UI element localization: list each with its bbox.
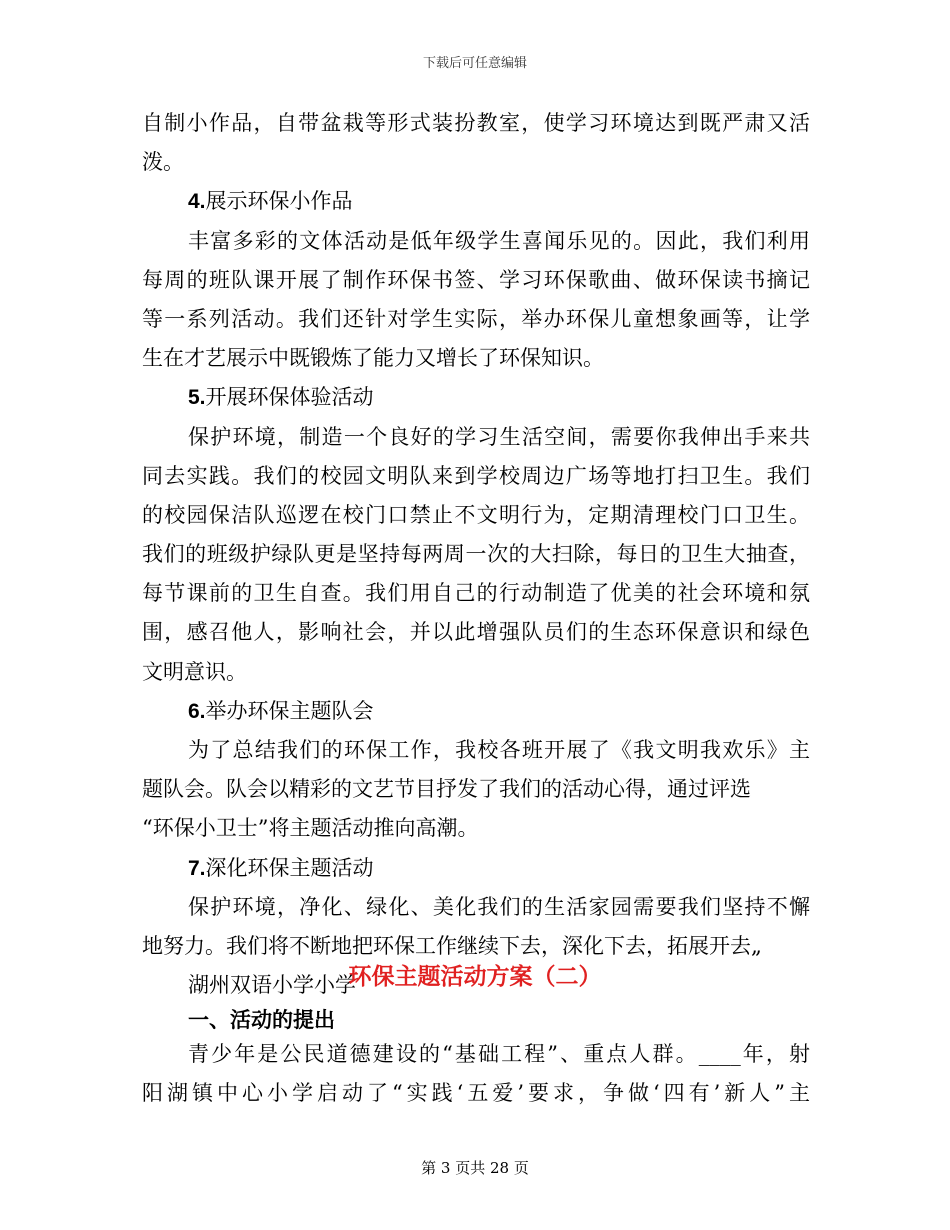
paragraph-line: 阳湖镇中心小学启动了“实践‘五爱’要求，争做‘四有’新人”主 [142,1081,810,1106]
section-heading [142,692,810,731]
paragraph-line: 为了总结我们的环保工作，我校各班开展了《我文明我欢乐》主 [188,738,810,762]
subsection-heading: 一、活动的提出 [188,1008,335,1032]
paragraph-line: 地努力。我们将不断地把环保工作继续下去，深化下去，拓展开去„ [142,933,762,958]
page-header: 下载后可任意编辑 [422,56,527,71]
paragraph-line: 的校园保洁队巡逻在校门口禁止不文明行为，定期清理校门口卫生。 [142,502,810,527]
document-title: 环保主题活动方案（二） [348,963,602,990]
section-title: 展示环保小作品 [205,189,353,214]
section-title: 开展环保体验活动 [205,385,374,410]
paragraph-line: 围，感召他人，影响社会，并以此增强队员们的生态环保意识和绿色 [142,620,810,645]
paragraph-line: 保护环境，净化、绿化、美化我们的生活家园需要我们坚持不懈 [188,894,810,919]
body-text [142,104,810,1005]
section-number: 4. [188,190,206,214]
paragraph-line: 泼。 [142,150,184,175]
section-heading [142,378,810,417]
paragraph-line: 题队会。队会以精彩的文艺节目抒发了我们的活动心得，通过评选 [142,777,751,802]
section-number: 7. [188,856,206,880]
paragraph-line: 保护环境，制造一个良好的学习生活空间，需要你我伸出手来共 [188,424,810,449]
signature-line: 湖州双语小学小学 [188,973,356,998]
paragraph-line: “环保小卫士”将主题活动推向高潮。 [142,816,479,841]
paragraph-line: 文明意识。 [142,659,247,684]
paragraph-line: 每节课前的卫生自查。我们用自己的行动制造了优美的社会环境和氛 [142,581,810,606]
section-number: 5. [188,386,206,410]
paragraph-line: 自制小作品，自带盆栽等形式装扮教室，使学习环境达到既严肃又活 [142,111,810,135]
section-heading [142,182,810,221]
paragraph-line: 等一系列活动。我们还针对学生实际，举办环保儿童想象画等，让学 [142,306,810,331]
paragraph-line: 生在才艺展示中既锻炼了能力又增长了环保知识。 [142,346,604,371]
section-title: 举办环保主题队会 [205,698,374,723]
section-number: 6. [188,699,206,723]
page-footer: 第 3 页共 28 页 [421,1159,529,1177]
paragraph-line: 我们的班级护绿队更是坚持每两周一次的大扫除，每日的卫生大抽查， [142,542,810,567]
section-heading [142,849,810,888]
paragraph-line: 青少年是公民道德建设的“基础工程”、重点人群。____年，射 [188,1042,810,1066]
section-title: 深化环保主题活动 [205,855,374,880]
body-text-continued [142,1035,810,1113]
paragraph-line: 丰富多彩的文体活动是低年级学生喜闻乐见的。因此，我们利用 [188,228,810,253]
paragraph-line: 同去实践。我们的校园文明队来到学校周边广场等地打扫卫生。我们 [142,463,810,488]
paragraph-line: 每周的班队课开展了制作环保书签、学习环保歌曲、做环保读书摘记 [142,267,810,292]
